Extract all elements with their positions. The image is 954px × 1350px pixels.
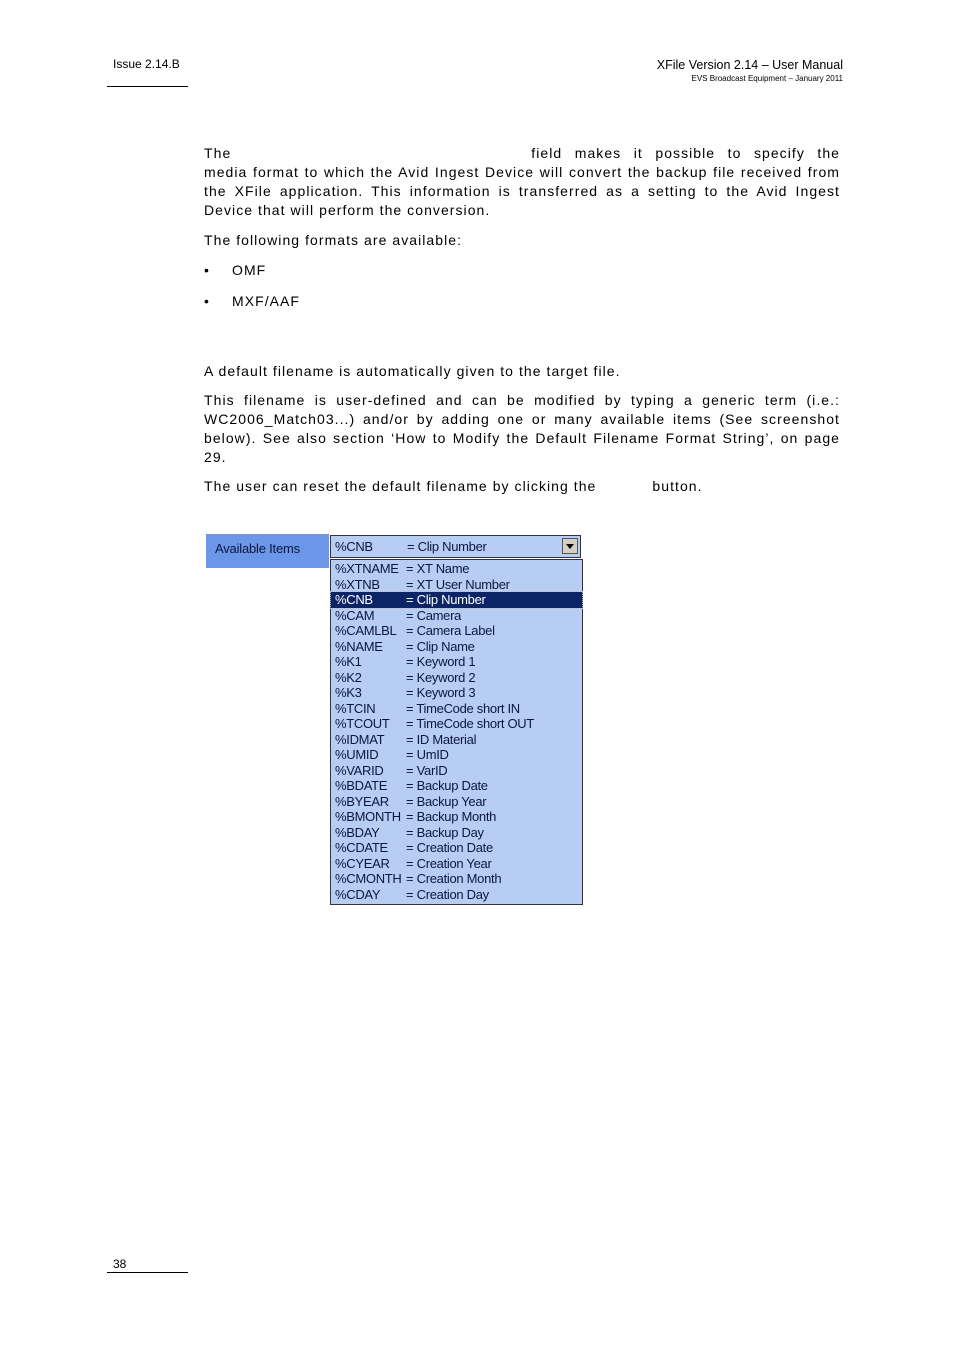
paragraph-media-format: [204, 144, 840, 220]
item-code: %TCIN: [335, 700, 376, 716]
item-code: %UMID: [335, 747, 379, 762]
list-item[interactable]: [331, 887, 582, 903]
item-code: %CAM: [335, 607, 375, 623]
item-code: %BYEAR: [335, 793, 389, 809]
item-description: = Clip Number: [406, 592, 486, 607]
footer-rule: [107, 1272, 188, 1273]
list-item[interactable]: [331, 809, 582, 825]
list-item[interactable]: [331, 577, 582, 593]
item-description: = Clip Name: [406, 638, 475, 654]
item-description: = Keyword 1: [406, 654, 476, 669]
list-item[interactable]: [331, 794, 582, 810]
item-description: = VarID: [406, 762, 448, 778]
item-code: %BDATE: [335, 778, 388, 793]
item-description: = Camera: [406, 607, 462, 623]
manual-title: XFile Version 2.14 – User Manual: [656, 58, 843, 72]
bullet-text: OMF: [232, 262, 267, 278]
item-code: %NAME: [335, 638, 383, 654]
item-description: = XT Name: [406, 561, 470, 576]
list-item[interactable]: [331, 561, 582, 577]
item-description: = Backup Month: [406, 809, 497, 824]
page-number: 38: [113, 1257, 127, 1271]
item-code: %BDAY: [335, 824, 380, 840]
list-item[interactable]: [331, 825, 582, 841]
item-code: %BMONTH: [335, 809, 401, 824]
header-title-block: [657, 57, 843, 84]
list-item[interactable]: [331, 763, 582, 779]
list-item[interactable]: [331, 654, 582, 670]
item-code: %CNB: [335, 592, 373, 607]
item-description: = UmID: [406, 747, 449, 762]
list-item[interactable]: [331, 592, 582, 608]
combobox-selected-code: %CNB: [335, 539, 373, 554]
item-description: = Backup Day: [406, 824, 484, 840]
paragraph-user-defined: This filename is user-defined and can be modified by typing a generic term (i.e.: WC2006_Match03...) and/or by adding one or many available items (See screenshot below). See also section ‘How to Modify the Default Filename Format String’, on page 29.: [204, 392, 840, 465]
chevron-down-icon[interactable]: [562, 538, 578, 554]
item-code: %CDATE: [335, 840, 388, 855]
list-item[interactable]: [331, 732, 582, 748]
item-description: = Keyword 2: [406, 669, 476, 685]
paragraph-start: The user can reset the default filename by clicking the: [204, 478, 597, 494]
item-description: = Camera Label: [406, 623, 495, 638]
list-item[interactable]: [331, 685, 582, 701]
item-description: = Creation Date: [406, 840, 493, 855]
item-description: = Creation Day: [406, 886, 489, 902]
list-item[interactable]: [331, 623, 582, 639]
paragraph-formats-intro: The following formats are available:: [204, 232, 463, 248]
paragraph-rest: field makes it possible to specify the media format to which the Avid Ingest Device will convert the backup file received from the XFile application. This information is transferred as a setting to the Avid Ingest Device that will perform the conversion.: [204, 145, 840, 218]
bullet-text: MXF/AAF: [232, 293, 301, 309]
item-description: = Creation Year: [406, 855, 492, 871]
item-description: = XT User Number: [406, 576, 510, 592]
item-code: %CAMLBL: [335, 623, 397, 638]
item-code: %K1: [335, 654, 362, 669]
bullet-icon: •: [204, 293, 210, 309]
item-code: %K3: [335, 685, 362, 700]
item-description: = Creation Month: [406, 871, 502, 886]
available-items-label: Available Items: [215, 541, 300, 556]
available-items-combobox[interactable]: [330, 535, 581, 558]
item-code: %TCOUT: [335, 716, 390, 731]
bullet-item: [204, 293, 300, 309]
list-item[interactable]: [331, 840, 582, 856]
list-item[interactable]: [331, 716, 582, 732]
item-description: = Backup Date: [406, 778, 488, 793]
manual-subtitle: EVS Broadcast Equipment – January 2011: [691, 74, 843, 83]
list-item[interactable]: [331, 747, 582, 763]
item-code: %VARID: [335, 762, 384, 778]
item-code: %XTNB: [335, 576, 380, 592]
list-item[interactable]: [331, 856, 582, 872]
available-items-label-box: [206, 534, 329, 568]
item-description: = ID Material: [406, 731, 477, 747]
paragraph-end: button.: [652, 478, 703, 494]
item-description: = Keyword 3: [406, 685, 476, 700]
item-description: = TimeCode short IN: [406, 700, 520, 716]
list-item[interactable]: [331, 670, 582, 686]
available-items-list[interactable]: [330, 559, 583, 905]
item-code: %CYEAR: [335, 855, 390, 871]
bullet-item: [204, 262, 266, 278]
item-code: %CDAY: [335, 886, 381, 902]
list-item[interactable]: [331, 608, 582, 624]
item-code: %IDMAT: [335, 731, 385, 747]
item-code: %CMONTH: [335, 871, 402, 886]
list-item[interactable]: [331, 701, 582, 717]
list-item[interactable]: [331, 639, 582, 655]
item-description: = Backup Year: [406, 793, 487, 809]
paragraph-reset: [204, 477, 840, 496]
list-item[interactable]: [331, 871, 582, 887]
combobox-selected-desc: = Clip Number: [407, 539, 487, 554]
paragraph-start: The: [204, 145, 232, 161]
issue-label: Issue 2.14.B: [113, 57, 180, 71]
list-item[interactable]: [331, 778, 582, 794]
paragraph-default-filename: A default filename is automatically given to the target file.: [204, 363, 621, 379]
item-code: %K2: [335, 669, 362, 685]
header-rule: [107, 86, 188, 87]
bullet-icon: •: [204, 262, 210, 278]
item-code: %XTNAME: [335, 561, 399, 576]
item-description: = TimeCode short OUT: [406, 716, 535, 731]
